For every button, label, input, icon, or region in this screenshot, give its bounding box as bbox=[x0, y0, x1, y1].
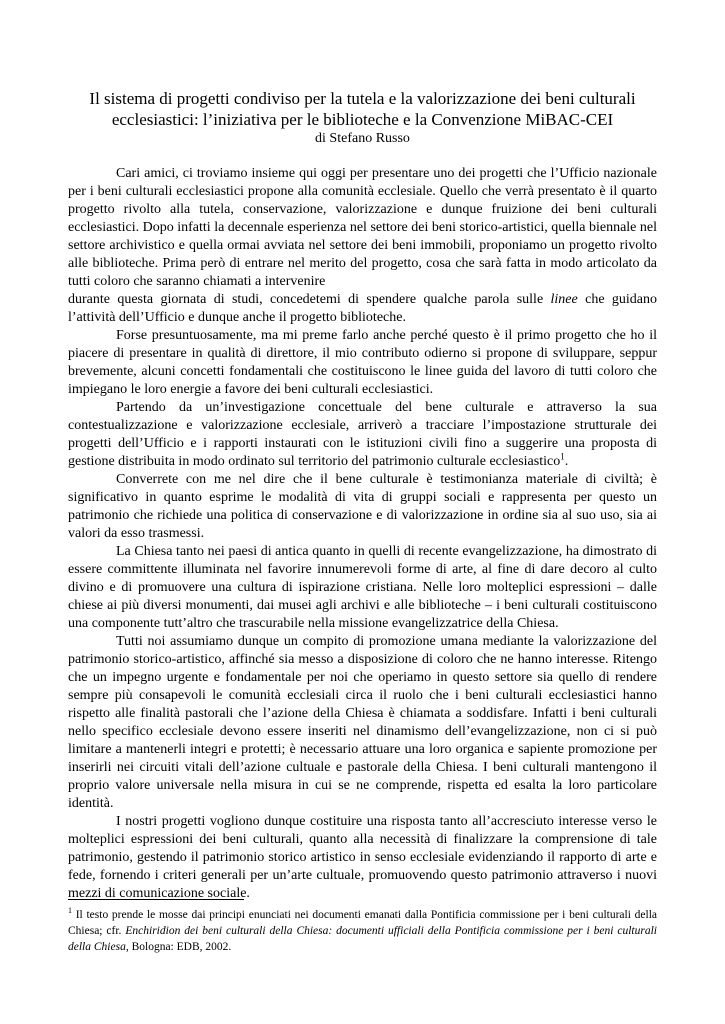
footnote-reference[interactable]: 1 bbox=[560, 451, 565, 462]
paragraph-1-continuation-end: che guidano l’attività dell’Ufficio e dunque anche il progetto biblioteche. bbox=[68, 292, 657, 325]
paragraph-5: La Chiesa tanto nei paesi di antica quanto in quelli di recente evangelizzazione, ha dimostrato di essere committente illuminata nel favorire innumerevoli forme di arte, al fine di dare decoro al culto divino e di promuovere una cultura di ispirazione cristiana. Nelle loro molteplici espressioni – dalle chiese ai più diversi monumenti, dai musei agli archivi e alle biblioteche – i beni culturali costituiscono una componente tutt’altro che trascurabile nella missione evangelizzatrice della Chiesa. bbox=[68, 544, 657, 631]
footnote-number: 1 bbox=[68, 906, 72, 916]
footnote-text: Il testo prende le mosse dai principi enunciati nei documenti emanati dalla Pontificia commissione per i beni culturali della Chiesa; cfr. bbox=[68, 909, 657, 937]
document-body bbox=[68, 165, 657, 903]
author-byline: di Stefano Russo bbox=[315, 131, 410, 146]
footnote-separator bbox=[68, 899, 244, 900]
document-page bbox=[68, 88, 657, 903]
paragraph-2: Forse presuntuosamente, ma mi preme farlo anche perché questo è il primo progetto che ho il piacere di presentare in qualità di direttore, il mio contributo odierno si propone di sviluppare, seppur brevemente, alcuni concetti fondamentali che costituiscono le linee guida del lavoro di tutti coloro che impiegano le loro energie a favore dei beni culturali ecclesiastici. bbox=[68, 328, 657, 397]
footnote bbox=[68, 907, 657, 955]
paragraph-3-end: . bbox=[564, 454, 569, 469]
title-line-1: Il sistema di progetti condiviso per la tutela e la valorizzazione dei beni culturali bbox=[89, 89, 636, 108]
document-title bbox=[68, 88, 657, 130]
footnote-citation-end: , Bologna: EDB, 2002. bbox=[125, 941, 232, 953]
emphasis-linee: linee bbox=[550, 292, 578, 307]
footnote-citation-title: Enchiridion dei beni culturali della Chiesa: documenti ufficiali della Pontificia commissione per i beni culturali della Chiesa bbox=[68, 925, 657, 953]
paragraph-1-continuation bbox=[68, 291, 657, 327]
paragraph-6: Tutti noi assumiamo dunque un compito di promozione umana mediante la valorizzazione del patrimonio storico-artistico, affinché sia messo a disposizione di coloro che ne hanno interesse. Ritengo che un impegno urgente e fondamentale per noi che operiamo in questo settore sia quello di rendere sempre più consapevoli le comunità ecclesiali circa il ruolo che i beni culturali ecclesiastici hanno rispetto alle finalità pastorali che l’azione della Chiesa è chiamata a soddisfare. Infatti i beni culturali nello specifico ecclesiale devono essere inseriti nel dinamismo dell’evangelizzazione, non ci si può limitare a mantenerli integri e protetti; è necessario attuare una loro organica e sapiente promozione per inserirli nei circuiti vitali dell’azione cultuale e pastorale della Chiesa. I beni culturali mantengono il proprio valore universale nella misura in cui se ne comprende, rispetta ed esalta la loro particolare identità. bbox=[68, 634, 657, 811]
paragraph-3 bbox=[68, 399, 657, 471]
paragraph-4: Converrete con me nel dire che il bene culturale è testimonianza materiale di civiltà; è significativo in quanto esprime le modalità di vita di gruppi sociali e rappresenta per questo un patrimonio che richiede una politica di conservazione e di valorizzazione in ordine sia al suo uso, sia ai valori da esso trasmessi. bbox=[68, 472, 657, 541]
paragraph-1-continuation-text: durante questa giornata di studi, concedetemi di spendere qualche parola sulle bbox=[68, 292, 551, 307]
paragraph-1: Cari amici, ci troviamo insieme qui oggi per presentare uno dei progetti che l’Ufficio nazionale per i beni culturali ecclesiastici propone alla comunità ecclesiale. Quello che verrà presentato è il quarto progetto rivolto alla tutela, conservazione, valorizzazione e dunque fruizione dei beni culturali ecclesiastici. Dopo infatti la decennale esperienza nel settore dei beni storico-artistici, quella biennale nel settore archivistico e quella ormai avviata nel settore dei beni immobili, proponiamo un progetto rivolto alle biblioteche. Prima però di entrare nel merito del progetto, cosa che sarà fatta in modo articolato da tutti coloro che saranno chiamati a intervenire bbox=[68, 166, 657, 289]
paragraph-3-text: Partendo da un’investigazione concettuale del bene culturale e attraverso la sua contestualizzazione e valorizzazione ecclesiale, arriverò a tracciare l’impostazione strutturale dei progetti dell’Ufficio e i rapporti instaurati con le istituzioni civili fino a suggerire una proposta di gestione distribuita in modo ordinato sul territorio del patrimonio culturale ecclesiastico bbox=[68, 400, 657, 469]
title-line-2: ecclesiastici: l’iniziativa per le biblioteche e la Convenzione MiBAC-CEI bbox=[111, 110, 614, 129]
paragraph-7: I nostri progetti vogliono dunque costituire una risposta tanto all’accresciuto interesse verso le molteplici espressioni dei beni culturali, quanto alla necessità di finalizzare la comprensione di tale patrimonio, gestendo il patrimonio storico artistico in senso ecclesiale evidenziando il rapporto di arte e fede, fornendo i criteri generali per un’arte cultuale, promuovendo questo patrimonio attraverso i nuovi mezzi di comunicazione sociale. bbox=[68, 814, 657, 901]
